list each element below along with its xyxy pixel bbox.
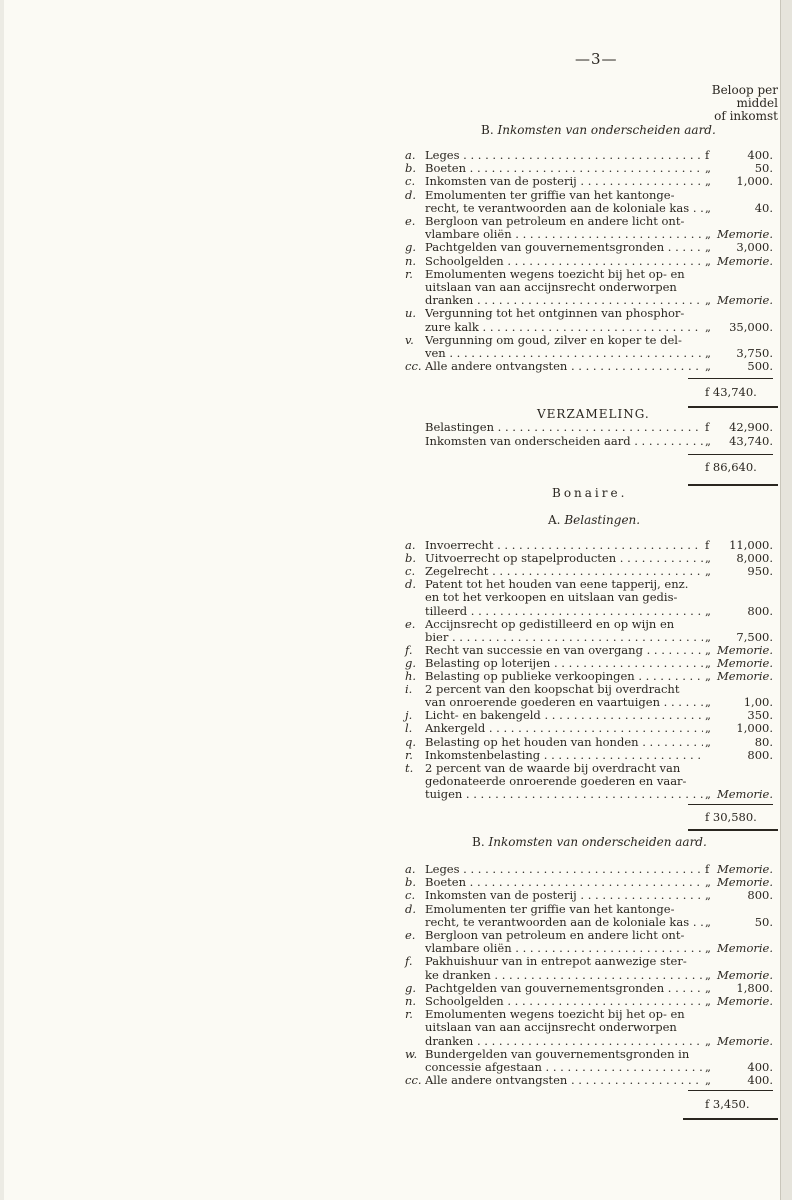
row-text: zure kalk . . . (425, 320, 703, 334)
row-amount: 3,000. (736, 240, 773, 255)
row-amount: 35,000. (729, 319, 773, 334)
row-text: Emolumenten ter griffie van het kantonge- (425, 187, 675, 202)
row-letter: b. (405, 551, 417, 566)
ledger-row (405, 293, 773, 307)
verzameling-double-rule (688, 484, 778, 486)
row-amount: 1,800. (736, 980, 773, 995)
row-letter: e. (405, 214, 416, 228)
row-amount: 80. (754, 734, 773, 749)
row-letter: c. (405, 888, 416, 903)
row-letter: n. (405, 994, 417, 1008)
row-text: van onroerende goederen en vaartuigen . . . (425, 695, 703, 709)
row-currency-mark: „ (705, 695, 711, 710)
ledger-row (405, 682, 773, 696)
row-text: Inkomsten van de posterij . . . (425, 174, 703, 188)
row-text: ven . . . (425, 346, 703, 360)
row-currency-mark: „ (705, 888, 711, 903)
row-letter: i. (405, 682, 413, 697)
row-amount: Memorie. (716, 994, 773, 1008)
row-currency-mark: „ (705, 359, 711, 374)
ledger-row (405, 761, 773, 775)
row-amount: 950. (747, 564, 773, 579)
ledger-row (405, 875, 773, 889)
ledger-row (405, 564, 773, 578)
ledger-row (405, 333, 773, 347)
row-text: Belastingen . . . (425, 420, 703, 434)
row-text: Inkomstenbelasting . . . (425, 748, 703, 762)
row-letter: t. (405, 760, 414, 775)
row-currency-mark: „ (705, 227, 711, 242)
row-text: ke dranken . . . (425, 968, 703, 982)
row-letter: w. (405, 1046, 418, 1061)
row-letter: d. (405, 187, 417, 202)
row-currency-mark: „ (705, 253, 711, 268)
ledger-row (405, 954, 773, 968)
left-margin-strip (0, 0, 4, 1200)
row-letter: j. (405, 708, 413, 723)
ledger-row (405, 254, 773, 268)
ledger-row (405, 577, 773, 591)
row-amount: 50. (754, 161, 773, 176)
row-text: Zegelrecht . . . (425, 564, 703, 578)
row-text: Bundergelden van gouvernementsgronden in (425, 1046, 690, 1061)
row-amount: 1,000. (736, 174, 773, 189)
ledger-row (405, 902, 773, 916)
verzameling-total: f 86,640. (705, 460, 757, 474)
row-text: bier . . . (425, 630, 703, 644)
row-amount: 800. (747, 747, 773, 762)
row-text: Emolumenten wegens toezicht bij het op- en (425, 1007, 685, 1022)
row-letter: b. (405, 875, 417, 890)
row-currency-mark: „ (705, 786, 711, 801)
row-currency-mark: „ (705, 1073, 711, 1088)
curacao-b-total: f 43,740. (705, 385, 757, 399)
row-letter: e. (405, 616, 416, 631)
curacao-b-double-rule (688, 406, 778, 408)
row-letter: a. (405, 862, 416, 876)
row-text: tilleerd . . . (425, 604, 703, 618)
curacao-b-rule (688, 378, 773, 379)
bonaire-a-title: Belastingen. (564, 513, 641, 527)
ledger-row (405, 1034, 773, 1048)
row-text: Leges . . . (425, 862, 703, 876)
ledger-row (405, 214, 773, 228)
row-amount: 8,000. (736, 551, 773, 566)
row-amount: Memorie. (716, 227, 773, 242)
ledger-row (405, 1073, 773, 1087)
row-amount: Memorie. (716, 786, 773, 801)
row-amount: 800. (747, 603, 773, 618)
row-text: Alle andere ontvangsten . . . (425, 1073, 703, 1087)
row-amount: 3,750. (736, 346, 773, 360)
row-letter: d. (405, 901, 417, 916)
bonaire-b-rule (688, 1090, 773, 1091)
row-currency-mark: „ (705, 240, 711, 255)
row-letter: r. (405, 266, 413, 281)
ledger-row (405, 1047, 773, 1061)
bonaire-a-rule (688, 804, 773, 805)
ledger-row (405, 1060, 773, 1074)
ledger-row (405, 267, 773, 281)
ledger-row (405, 708, 773, 722)
row-text: Patent tot het houden van eene tapperij, enz. (425, 577, 689, 592)
row-amount: 1,00. (743, 695, 773, 710)
ledger-row (405, 968, 773, 982)
row-currency-mark: „ (705, 1033, 711, 1048)
page-number: —3— (575, 50, 618, 68)
ledger-row (405, 538, 773, 552)
row-currency-mark: f (705, 148, 710, 162)
row-amount: Memorie. (716, 655, 773, 670)
bonaire-b-heading (472, 835, 707, 849)
row-text: Pachtgelden van gouvernementsgronden . . . (425, 981, 703, 995)
ledger-row (405, 643, 773, 657)
ledger-row (405, 1007, 773, 1021)
row-amount: Memorie. (716, 642, 773, 657)
row-amount: 500. (747, 359, 773, 374)
row-text: Vergunning tot het ontginnen van phosphor- (425, 306, 685, 321)
row-letter: r. (405, 1007, 413, 1022)
row-text: dranken . . . (425, 1034, 703, 1048)
row-text: Bergloon van petroleum en andere licht ont- (425, 928, 685, 942)
row-currency-mark: „ (705, 655, 711, 670)
row-currency-mark: „ (705, 642, 711, 657)
ledger-row (405, 551, 773, 565)
row-amount: 350. (747, 708, 773, 723)
row-currency-mark: „ (705, 941, 711, 956)
row-letter: cc. (405, 359, 422, 374)
ledger-row (405, 787, 773, 801)
row-amount: Memorie. (716, 875, 773, 890)
row-currency-mark: f (705, 862, 710, 876)
header-line-3: of inkomst (714, 109, 778, 123)
row-letter: b. (405, 161, 417, 176)
curacao-b-prefix: B. (481, 123, 494, 137)
ledger-row (405, 941, 773, 955)
row-amount: Memorie. (716, 253, 773, 268)
ledger-row (405, 630, 773, 644)
right-margin-strip (780, 0, 792, 1200)
ledger-row (405, 420, 773, 434)
row-amount: 800. (747, 888, 773, 903)
row-text: Alle andere ontvangsten . . . (425, 359, 703, 373)
ledger-row (405, 306, 773, 320)
row-letter: u. (405, 306, 417, 321)
row-amount: 400. (747, 1060, 773, 1074)
row-currency-mark: f (705, 538, 710, 552)
row-letter: e. (405, 928, 416, 942)
ledger-row (405, 735, 773, 749)
bonaire-b-title: Inkomsten van onderscheiden aard. (488, 835, 707, 849)
row-text: en tot het verkoopen en uitslaan van gedis- (425, 590, 678, 605)
row-text: Emolumenten wegens toezicht bij het op- en (425, 266, 685, 281)
row-text: Belasting op publieke verkoopingen . . . (425, 669, 703, 683)
ledger-row (405, 656, 773, 670)
row-amount: Memorie. (716, 967, 773, 982)
curacao-b-title: Inkomsten van onderscheiden aard. (497, 123, 716, 137)
row-text: Pachtgelden van gouvernementsgronden . . . (425, 240, 703, 254)
row-text: Boeten . . . (425, 875, 703, 889)
row-text: Accijnsrecht op gedistilleerd en op wijn en (425, 616, 675, 631)
row-text: dranken . . . (425, 293, 703, 307)
bonaire-b-prefix: B. (472, 835, 485, 849)
row-amount: 7,500. (736, 629, 773, 644)
row-currency-mark: „ (705, 564, 711, 579)
ledger-row (405, 774, 773, 788)
row-text: recht, te verantwoorden aan de koloniale kas . . . (425, 201, 703, 215)
ledger-row (405, 201, 773, 215)
row-amount: 11,000. (729, 538, 773, 552)
row-amount: 1,000. (736, 721, 773, 736)
row-text: vlambare oliën . . . (425, 227, 703, 241)
row-amount: 400. (747, 148, 773, 162)
row-amount: Memorie. (716, 862, 773, 876)
ledger-row (405, 434, 773, 448)
bonaire-heading: Bonaire. (552, 486, 628, 500)
row-amount: Memorie. (716, 293, 773, 308)
row-amount: 400. (747, 1073, 773, 1088)
ledger-row (405, 695, 773, 709)
row-letter: a. (405, 538, 416, 552)
bonaire-a-total: f 30,580. (705, 810, 757, 824)
row-currency-mark: „ (705, 629, 711, 644)
row-text: Licht- en bakengeld . . . (425, 708, 703, 722)
ledger-row (405, 346, 773, 360)
row-letter: h. (405, 669, 417, 683)
ledger-row (405, 981, 773, 995)
verzameling-heading: VERZAMELING. (537, 407, 650, 421)
row-currency-mark: „ (705, 603, 711, 618)
row-text: uitslaan van aan accijnsrecht onderworpen (425, 280, 677, 294)
row-text: Pakhuishuur van in entrepot aanwezige ster- (425, 954, 687, 969)
bonaire-b-double-rule (683, 1118, 778, 1120)
row-text: Ankergeld . . . (425, 721, 703, 735)
row-letter: r. (405, 747, 413, 762)
bonaire-a-prefix: A. (548, 513, 561, 527)
row-text: uitslaan van aan accijnsrecht onderworpen (425, 1020, 677, 1035)
row-letter: l. (405, 721, 413, 736)
ledger-row (405, 227, 773, 241)
row-text: Schoolgelden . . . (425, 994, 703, 1008)
row-letter: g. (405, 655, 417, 670)
row-letter: d. (405, 577, 417, 592)
ledger-row (405, 320, 773, 334)
ledger-row (405, 617, 773, 631)
row-text: Recht van successie en van overgang . . . (425, 643, 703, 657)
row-currency-mark: „ (705, 734, 711, 749)
header-line-1: Beloop per (711, 83, 778, 97)
ledger-row (405, 1020, 773, 1034)
curacao-b-heading (481, 123, 716, 137)
row-text: recht, te verantwoorden aan de koloniale kas . . . (425, 915, 703, 929)
row-amount: 50. (754, 914, 773, 929)
row-letter: c. (405, 564, 416, 579)
ledger-row (405, 721, 773, 735)
row-text: concessie afgestaan . . . (425, 1060, 703, 1074)
bonaire-a-heading (548, 513, 640, 527)
row-currency-mark: „ (705, 967, 711, 982)
row-amount: 42,900. (729, 420, 773, 434)
row-letter: cc. (405, 1073, 422, 1088)
row-text: tuigen . . . (425, 787, 703, 801)
ledger-row (405, 915, 773, 929)
row-letter: n. (405, 253, 417, 268)
row-amount: Memorie. (716, 669, 773, 683)
ledger-row (405, 888, 773, 902)
ledger-row (405, 590, 773, 604)
amount-column-header (680, 84, 778, 123)
ledger-row (405, 174, 773, 188)
row-letter: a. (405, 148, 416, 162)
row-text: 2 percent van de waarde bij overdracht van (425, 760, 681, 775)
row-text: Bergloon van petroleum en andere licht ont- (425, 214, 685, 228)
row-currency-mark: f (705, 420, 710, 434)
row-letter: v. (405, 332, 414, 347)
row-currency-mark: „ (705, 161, 711, 176)
row-currency-mark: „ (705, 708, 711, 723)
row-text: Emolumenten ter griffie van het kantonge- (425, 901, 675, 916)
row-currency-mark: „ (705, 319, 711, 334)
row-currency-mark: „ (705, 200, 711, 215)
row-text: Inkomsten van de posterij . . . (425, 888, 703, 902)
row-text: Belasting op het houden van honden . . . (425, 735, 703, 749)
ledger-row (405, 862, 773, 876)
ledger-row (405, 604, 773, 618)
row-currency-mark: „ (705, 669, 711, 683)
bonaire-b-total: f 3,450. (705, 1097, 750, 1111)
row-amount: Memorie. (716, 1033, 773, 1048)
row-currency-mark: „ (705, 914, 711, 929)
row-text: Boeten . . . (425, 161, 703, 175)
row-currency-mark: „ (705, 293, 711, 308)
row-letter: q. (405, 734, 417, 749)
row-text: Invoerrecht . . . (425, 538, 703, 552)
ledger-row (405, 669, 773, 683)
ledger-row (405, 161, 773, 175)
row-letter: g. (405, 980, 417, 995)
ledger-row (405, 359, 773, 373)
ledger-row (405, 928, 773, 942)
row-currency-mark: „ (705, 1060, 711, 1074)
row-text: Belasting op loterijen . . . (425, 656, 703, 670)
row-currency-mark: „ (705, 721, 711, 736)
row-letter: f. (405, 954, 413, 969)
ledger-row (405, 240, 773, 254)
row-text: gedonateerde onroerende goederen en vaar- (425, 773, 687, 788)
row-amount: 43,740. (729, 433, 773, 448)
ledger-row (405, 748, 773, 762)
row-text: Inkomsten van onderscheiden aard . . . (425, 434, 703, 448)
row-text: Vergunning om goud, zilver en koper te del- (425, 332, 682, 347)
row-currency-mark: „ (705, 433, 711, 448)
ledger-row (405, 994, 773, 1008)
row-currency-mark: „ (705, 174, 711, 189)
row-text: Leges . . . (425, 148, 703, 162)
row-letter: c. (405, 174, 416, 189)
row-currency-mark: „ (705, 551, 711, 566)
row-amount: Memorie. (716, 941, 773, 956)
row-currency-mark: „ (705, 346, 711, 360)
row-text: vlambare oliën . . . (425, 941, 703, 955)
ledger-row (405, 148, 773, 162)
row-amount: 40. (754, 200, 773, 215)
header-line-2: middel (736, 96, 778, 110)
row-currency-mark: „ (705, 980, 711, 995)
bonaire-a-double-rule (688, 829, 778, 831)
verzameling-rule (688, 454, 773, 455)
row-currency-mark: „ (705, 994, 711, 1008)
ledger-row (405, 280, 773, 294)
row-currency-mark: „ (705, 875, 711, 890)
row-text: 2 percent van den koopschat bij overdracht (425, 682, 680, 697)
row-letter: f. (405, 642, 413, 657)
row-letter: g. (405, 240, 417, 255)
ledger-row (405, 188, 773, 202)
row-text: Uitvoerrecht op stapelproducten . . . (425, 551, 703, 565)
row-text: Schoolgelden . . . (425, 254, 703, 268)
